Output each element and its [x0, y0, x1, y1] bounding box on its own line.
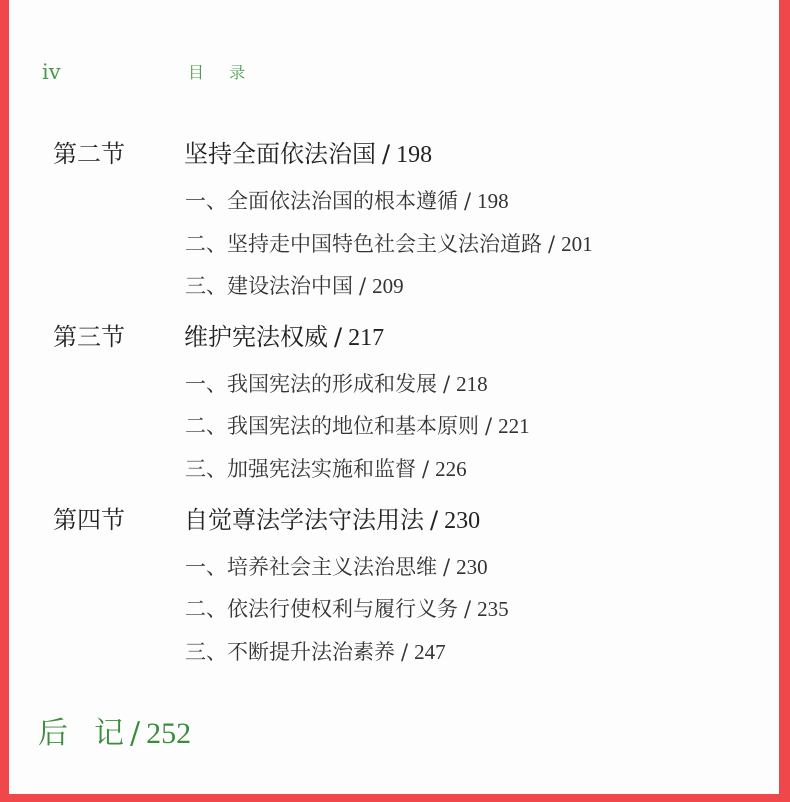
- toc-item: 二、依法行使权利与履行义务 / 235: [185, 597, 509, 621]
- toc-item: 二、坚持走中国特色社会主义法治道路 / 201: [185, 232, 593, 256]
- section-title: 维护宪法权威 / 217: [184, 323, 385, 351]
- section-label: 第三节: [53, 323, 125, 351]
- afterword-entry: 后 记 / 252: [38, 716, 192, 751]
- section-title: 坚持全面依法治国 / 198: [184, 140, 433, 168]
- afterword-page: 252: [146, 717, 192, 750]
- section-label: 第二节: [53, 140, 125, 168]
- toc-item: 一、培养社会主义法治思维 / 230: [185, 555, 488, 579]
- page-number: iv: [42, 60, 61, 84]
- header-title: 目 录: [188, 63, 256, 82]
- toc-item: 三、建设法治中国 / 209: [185, 274, 404, 298]
- afterword-word1: 后: [38, 716, 68, 751]
- toc-item: 二、我国宪法的地位和基本原则 / 221: [185, 414, 530, 438]
- toc-item: 三、加强宪法实施和监督 / 226: [185, 457, 467, 481]
- toc-item: 一、我国宪法的形成和发展 / 218: [185, 372, 488, 396]
- afterword-word2: 记: [94, 716, 124, 751]
- toc-page: [9, 0, 779, 794]
- section-label: 第四节: [53, 506, 125, 534]
- section-title: 自觉尊法学法守法用法 / 230: [184, 506, 481, 534]
- toc-item: 一、全面依法治国的根本遵循 / 198: [185, 189, 509, 213]
- toc-item: 三、不断提升法治素养 / 247: [185, 640, 446, 664]
